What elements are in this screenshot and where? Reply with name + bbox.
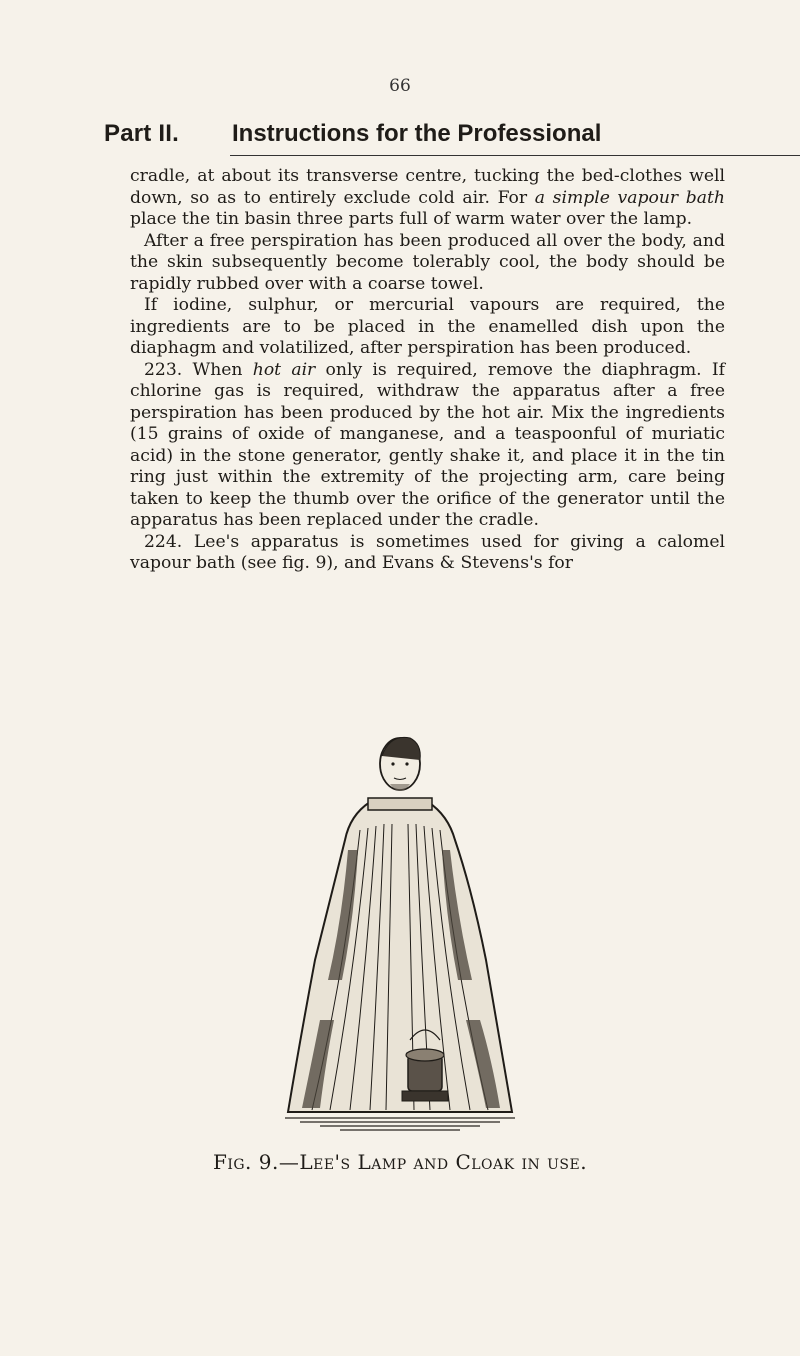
page-number: 66	[389, 76, 411, 96]
paragraph-224	[130, 532, 725, 575]
emphasis: hot air	[252, 359, 316, 380]
paragraph-1	[130, 166, 725, 231]
running-title: Instructions for the Professional	[232, 120, 602, 147]
running-header	[104, 120, 724, 154]
body-text	[130, 166, 725, 575]
collar	[368, 798, 432, 810]
ground-lines	[285, 1118, 515, 1130]
lamp-cloak-illustration	[250, 720, 550, 1140]
text-run: only is required, remove the diaphragm. If chlorine gas is required, withdraw the apparatus after a free perspiration has been produced by the hot air. Mix the ingredients (15 grains of oxide of manganese, and a teaspoonful of muriatic acid) in the stone generator, gently shake it, and place it in the tin ring just within the extremity of the projecting arm, care being taken to keep the thumb over the orifice of the generator until the apparatus has been replaced under the cradle.	[130, 359, 725, 530]
head-icon	[380, 737, 420, 791]
figure-caption: Fig. 9.—Lee's Lamp and Cloak in use.	[212, 1150, 588, 1174]
header-rule	[230, 155, 800, 156]
text-run: Lee's apparatus is sometimes used for giving a calomel vapour bath (see fig. 9), and Evans & Stevens's for	[130, 531, 725, 573]
emphasis: a simple vapour bath	[534, 187, 725, 208]
text-run: When	[182, 359, 253, 380]
figure-illustration	[250, 720, 550, 1140]
section-number: 224.	[144, 531, 183, 552]
paragraph-223	[130, 360, 725, 532]
text-run: place the tin basin three parts full of warm water over the lamp.	[130, 209, 693, 229]
paragraph-2: After a free perspiration has been produced all over the body, and the skin subsequently become tolerably cool, the body should be rapidly rubbed over with a coarse towel.	[130, 230, 725, 294]
text-run: cradle, at about its transverse centre, tucking the bed-clothes well down, so as to entirely exclude cold air. For	[130, 166, 725, 208]
part-label: Part II.	[104, 120, 179, 147]
paragraph-3: If iodine, sulphur, or mercurial vapours are required, the ingredients are to be placed in the enamelled dish upon the diaphagm and volatilized, after perspiration has been produced.	[130, 295, 725, 358]
section-number: 223.	[144, 359, 183, 380]
